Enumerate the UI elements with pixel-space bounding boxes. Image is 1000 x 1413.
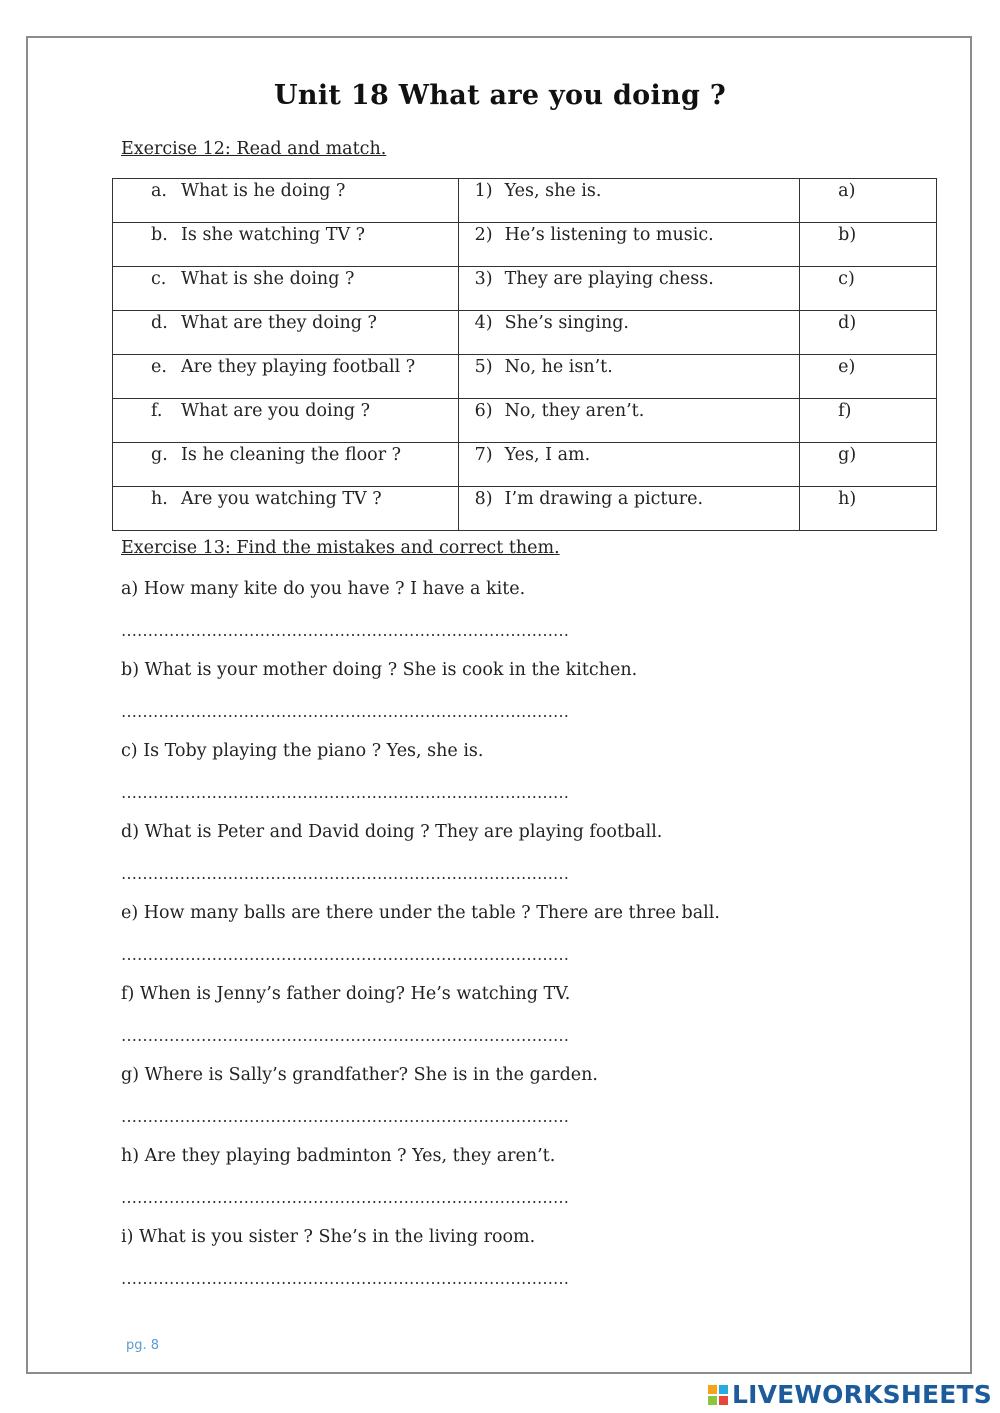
match-table: [112, 178, 937, 531]
answer-line[interactable]: …………………………………………………………………………: [121, 1269, 569, 1288]
exercise-13-heading: Exercise 13: Find the mistakes and correct them.: [121, 538, 560, 558]
liveworksheets-logo-icon: [707, 1384, 729, 1406]
answer-marker: 3): [474, 269, 493, 289]
question-text: Are they playing football ?: [181, 357, 416, 377]
match-slot-label: f): [838, 401, 852, 421]
exercise-item: g) Where is Sally’s grandfather? She is in the garden.: [121, 1065, 598, 1085]
table-row: [113, 355, 937, 399]
question-cell: [113, 443, 459, 487]
answer-line[interactable]: …………………………………………………………………………: [121, 864, 569, 883]
answer-text: No, they aren’t.: [504, 401, 645, 421]
answer-text: He’s listening to music.: [504, 225, 714, 245]
exercise-item: b) What is your mother doing ? She is cook in the kitchen.: [121, 660, 638, 680]
answer-text: Yes, I am.: [504, 445, 591, 465]
exercise-item: f) When is Jenny’s father doing? He’s watching TV.: [121, 984, 571, 1004]
answer-cell: [458, 179, 800, 223]
answer-text: They are playing chess.: [504, 269, 714, 289]
table-row: [113, 443, 937, 487]
question-text: What are they doing ?: [181, 313, 377, 333]
question-marker: f.: [151, 401, 163, 421]
exercise-item: e) How many balls are there under the table ? There are three ball.: [121, 903, 720, 923]
question-cell: [113, 223, 459, 267]
question-text: What is he doing ?: [181, 181, 346, 201]
question-marker: e.: [151, 357, 167, 377]
question-marker: g.: [151, 445, 168, 465]
question-marker: b.: [151, 225, 168, 245]
question-marker: d.: [151, 313, 168, 333]
match-slot-cell[interactable]: [800, 223, 937, 267]
answer-line[interactable]: …………………………………………………………………………: [121, 1026, 569, 1045]
exercise-item: d) What is Peter and David doing ? They are playing football.: [121, 822, 663, 842]
question-marker: a.: [151, 181, 167, 201]
page-title: Unit 18 What are you doing ?: [274, 80, 726, 111]
page-number: pg. 8: [126, 1338, 160, 1353]
question-text: Are you watching TV ?: [181, 489, 382, 509]
match-slot-label: g): [838, 445, 857, 465]
question-text: What is she doing ?: [181, 269, 355, 289]
answer-marker: 4): [474, 313, 493, 333]
table-row: [113, 179, 937, 223]
match-slot-label: a): [838, 181, 856, 201]
answer-line[interactable]: …………………………………………………………………………: [121, 1107, 569, 1126]
answer-cell: [458, 311, 800, 355]
answer-line[interactable]: …………………………………………………………………………: [121, 702, 569, 721]
answer-cell: [458, 399, 800, 443]
match-slot-label: h): [838, 489, 857, 509]
question-cell: [113, 311, 459, 355]
answer-line[interactable]: …………………………………………………………………………: [121, 1188, 569, 1207]
exercise-item: c) Is Toby playing the piano ? Yes, she is.: [121, 741, 484, 761]
match-slot-cell[interactable]: [800, 399, 937, 443]
table-row: [113, 399, 937, 443]
question-cell: [113, 399, 459, 443]
table-row: [113, 267, 937, 311]
answer-marker: 7): [474, 445, 493, 465]
answer-marker: 1): [474, 181, 493, 201]
match-slot-cell[interactable]: [800, 267, 937, 311]
answer-cell: [458, 223, 800, 267]
brand-name: LIVEWORKSHEETS: [731, 1380, 992, 1409]
match-slot-cell[interactable]: [800, 355, 937, 399]
question-text: Is he cleaning the floor ?: [181, 445, 402, 465]
exercise-item: a) How many kite do you have ? I have a kite.: [121, 579, 526, 599]
question-cell: [113, 179, 459, 223]
brand-watermark: [707, 1380, 992, 1409]
answer-line[interactable]: …………………………………………………………………………: [121, 945, 569, 964]
table-row: [113, 487, 937, 531]
match-slot-label: d): [838, 313, 857, 333]
question-marker: h.: [151, 489, 168, 509]
exercise-item: i) What is you sister ? She’s in the living room.: [121, 1227, 536, 1247]
match-slot-cell[interactable]: [800, 179, 937, 223]
question-text: Is she watching TV ?: [181, 225, 366, 245]
question-marker: c.: [151, 269, 167, 289]
match-slot-label: b): [838, 225, 857, 245]
answer-cell: [458, 443, 800, 487]
match-slot-cell[interactable]: [800, 311, 937, 355]
question-text: What are you doing ?: [181, 401, 371, 421]
question-cell: [113, 487, 459, 531]
exercise-item: h) Are they playing badminton ? Yes, they aren’t.: [121, 1146, 556, 1166]
answer-marker: 5): [474, 357, 493, 377]
table-row: [113, 311, 937, 355]
question-cell: [113, 267, 459, 311]
answer-cell: [458, 487, 800, 531]
match-slot-label: c): [838, 269, 855, 289]
match-slot-cell[interactable]: [800, 487, 937, 531]
answer-marker: 8): [474, 489, 493, 509]
answer-line[interactable]: …………………………………………………………………………: [121, 621, 569, 640]
answer-text: I’m drawing a picture.: [504, 489, 704, 509]
answer-cell: [458, 355, 800, 399]
answer-cell: [458, 267, 800, 311]
question-cell: [113, 355, 459, 399]
answer-text: She’s singing.: [504, 313, 629, 333]
exercise-12-heading: Exercise 12: Read and match.: [121, 139, 387, 159]
answer-marker: 6): [474, 401, 493, 421]
answer-text: No, he isn’t.: [504, 357, 613, 377]
match-slot-label: e): [838, 357, 856, 377]
table-row: [113, 223, 937, 267]
answer-line[interactable]: …………………………………………………………………………: [121, 783, 569, 802]
answer-marker: 2): [474, 225, 493, 245]
answer-text: Yes, she is.: [504, 181, 602, 201]
match-slot-cell[interactable]: [800, 443, 937, 487]
